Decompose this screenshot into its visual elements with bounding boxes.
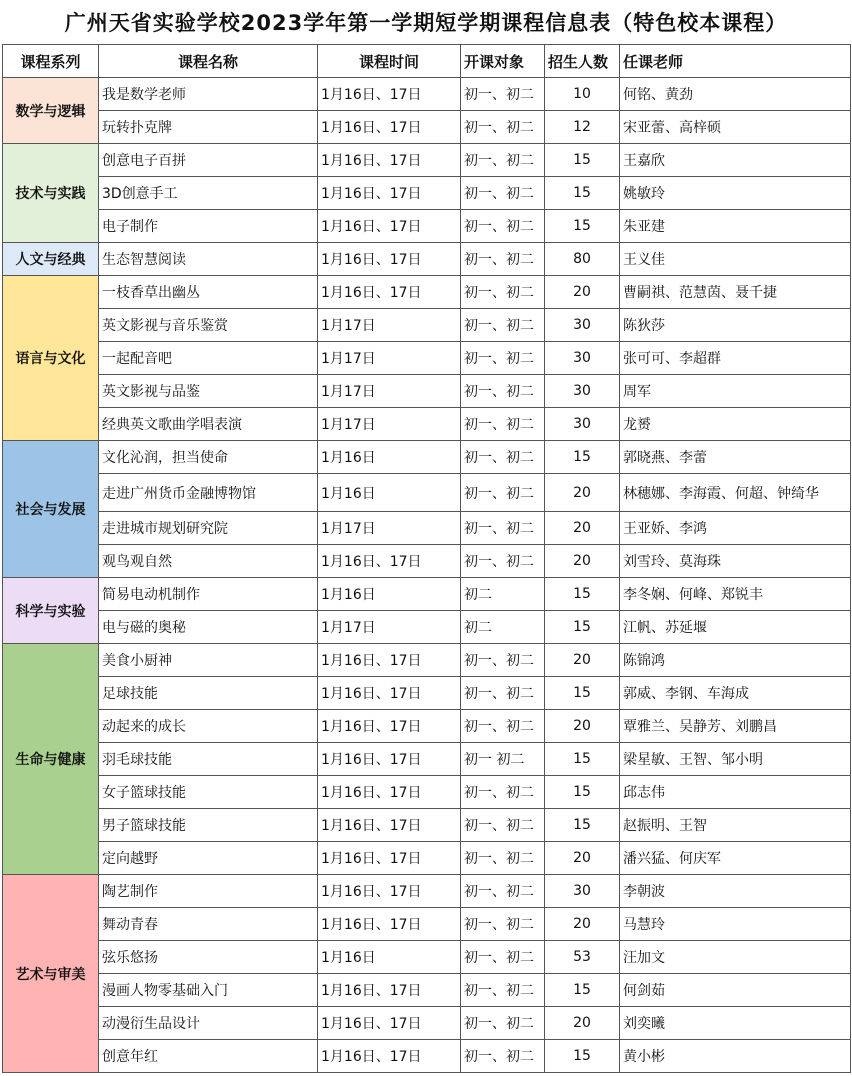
course-time-cell: 1月17日 — [318, 375, 461, 408]
course-time-cell: 1月16日 — [318, 941, 461, 974]
table-row — [3, 1040, 851, 1073]
teacher-cell: 宋亚蕾、高梓硕 — [620, 111, 851, 144]
page-title: 广州天省实验学校2023学年第一学期短学期课程信息表（特色校本课程） — [64, 11, 788, 35]
target-cell: 初一、初二 — [461, 243, 545, 276]
course-time-cell: 1月17日 — [318, 408, 461, 441]
course-time-cell: 1月16日、17日 — [318, 276, 461, 309]
course-time-cell: 1月16日、17日 — [318, 144, 461, 177]
course-name-cell: 生态智慧阅读 — [99, 243, 318, 276]
enrollment-cell: 15 — [545, 441, 620, 474]
enrollment-cell: 15 — [545, 677, 620, 710]
course-name-cell: 一起配音吧 — [99, 342, 318, 375]
teacher-cell: 邱志伟 — [620, 776, 851, 809]
teacher-cell: 姚敏玲 — [620, 177, 851, 210]
course-time-cell: 1月16日、17日 — [318, 710, 461, 743]
enrollment-cell: 80 — [545, 243, 620, 276]
course-name-cell: 漫画人物零基础入门 — [99, 974, 318, 1007]
category-cell: 数学与逻辑 — [3, 78, 99, 144]
teacher-cell: 王嘉欣 — [620, 144, 851, 177]
course-time-cell: 1月16日、17日 — [318, 974, 461, 1007]
target-cell: 初一、初二 — [461, 1040, 545, 1073]
teacher-cell: 潘兴猛、何庆军 — [620, 842, 851, 875]
table-body — [3, 78, 851, 1073]
teacher-cell: 何铭、黄劲 — [620, 78, 851, 111]
header-teacher: 任课老师 — [620, 45, 851, 78]
enrollment-cell: 30 — [545, 375, 620, 408]
course-name-cell: 舞动青春 — [99, 908, 318, 941]
header-series: 课程系列 — [3, 45, 99, 78]
enrollment-cell: 30 — [545, 408, 620, 441]
table-row — [3, 677, 851, 710]
teacher-cell: 郭晓燕、李蕾 — [620, 441, 851, 474]
course-name-cell: 经典英文歌曲学唱表演 — [99, 408, 318, 441]
category-cell: 语言与文化 — [3, 276, 99, 441]
table-row — [3, 545, 851, 578]
course-name-cell: 3D创意手工 — [99, 177, 318, 210]
header-enrollment: 招生人数 — [545, 45, 620, 78]
course-time-cell: 1月16日、17日 — [318, 644, 461, 677]
teacher-cell: 李冬娴、何峰、郑锐丰 — [620, 578, 851, 611]
course-time-cell: 1月16日、17日 — [318, 875, 461, 908]
course-name-cell: 电子制作 — [99, 210, 318, 243]
teacher-cell: 林穗娜、李海霞、何超、钟绮华 — [620, 474, 851, 512]
table-row — [3, 776, 851, 809]
target-cell: 初一、初二 — [461, 842, 545, 875]
table-row — [3, 177, 851, 210]
target-cell: 初一、初二 — [461, 974, 545, 1007]
enrollment-cell: 20 — [545, 512, 620, 545]
target-cell: 初一、初二 — [461, 177, 545, 210]
table-row — [3, 441, 851, 474]
enrollment-cell: 20 — [545, 545, 620, 578]
course-name-cell: 英文影视与音乐鉴赏 — [99, 309, 318, 342]
course-name-cell: 弦乐悠扬 — [99, 941, 318, 974]
enrollment-cell: 10 — [545, 78, 620, 111]
enrollment-cell: 12 — [545, 111, 620, 144]
course-name-cell: 美食小厨神 — [99, 644, 318, 677]
course-time-cell: 1月16日、17日 — [318, 545, 461, 578]
target-cell: 初一、初二 — [461, 441, 545, 474]
enrollment-cell: 20 — [545, 474, 620, 512]
enrollment-cell: 15 — [545, 1040, 620, 1073]
target-cell: 初一、初二 — [461, 644, 545, 677]
course-time-cell: 1月16日 — [318, 578, 461, 611]
course-name-cell: 观鸟观自然 — [99, 545, 318, 578]
course-time-cell: 1月16日、17日 — [318, 210, 461, 243]
teacher-cell: 张可可、李超群 — [620, 342, 851, 375]
teacher-cell: 龙赟 — [620, 408, 851, 441]
header-course-time: 课程时间 — [318, 45, 461, 78]
course-time-cell: 1月17日 — [318, 342, 461, 375]
enrollment-cell: 15 — [545, 809, 620, 842]
table-row — [3, 875, 851, 908]
teacher-cell: 覃雅兰、吴静芳、刘鹏昌 — [620, 710, 851, 743]
course-time-cell: 1月16日 — [318, 474, 461, 512]
teacher-cell: 王义佳 — [620, 243, 851, 276]
course-name-cell: 走进广州货币金融博物馆 — [99, 474, 318, 512]
teacher-cell: 陈锦鸿 — [620, 644, 851, 677]
enrollment-cell: 20 — [545, 644, 620, 677]
teacher-cell: 何剑茹 — [620, 974, 851, 1007]
enrollment-cell: 15 — [545, 611, 620, 644]
table-row — [3, 408, 851, 441]
teacher-cell: 马慧玲 — [620, 908, 851, 941]
course-name-cell: 简易电动机制作 — [99, 578, 318, 611]
table-row — [3, 644, 851, 677]
enrollment-cell: 15 — [545, 974, 620, 1007]
enrollment-cell: 20 — [545, 842, 620, 875]
target-cell: 初一、初二 — [461, 809, 545, 842]
enrollment-cell: 20 — [545, 710, 620, 743]
table-row — [3, 908, 851, 941]
header-target: 开课对象 — [461, 45, 545, 78]
course-name-cell: 定向越野 — [99, 842, 318, 875]
target-cell: 初一、初二 — [461, 512, 545, 545]
course-name-cell: 羽毛球技能 — [99, 743, 318, 776]
category-cell: 社会与发展 — [3, 441, 99, 578]
target-cell: 初二 — [461, 611, 545, 644]
course-time-cell: 1月16日、17日 — [318, 842, 461, 875]
course-time-cell: 1月16日、17日 — [318, 809, 461, 842]
teacher-cell: 汪加文 — [620, 941, 851, 974]
target-cell: 初一、初二 — [461, 545, 545, 578]
enrollment-cell: 15 — [545, 144, 620, 177]
target-cell: 初一 初二 — [461, 743, 545, 776]
target-cell: 初一、初二 — [461, 875, 545, 908]
enrollment-cell: 15 — [545, 578, 620, 611]
target-cell: 初一、初二 — [461, 309, 545, 342]
table-row — [3, 309, 851, 342]
target-cell: 初一、初二 — [461, 144, 545, 177]
table-row — [3, 342, 851, 375]
enrollment-cell: 20 — [545, 1007, 620, 1040]
table-row — [3, 474, 851, 512]
course-name-cell: 文化沁润，担当使命 — [99, 441, 318, 474]
table-row — [3, 1007, 851, 1040]
enrollment-cell: 53 — [545, 941, 620, 974]
course-table — [2, 44, 851, 1073]
target-cell: 初一、初二 — [461, 677, 545, 710]
course-time-cell: 1月16日、17日 — [318, 177, 461, 210]
table-row — [3, 78, 851, 111]
course-time-cell: 1月16日、17日 — [318, 908, 461, 941]
course-time-cell: 1月16日、17日 — [318, 1040, 461, 1073]
target-cell: 初一、初二 — [461, 908, 545, 941]
course-time-cell: 1月16日、17日 — [318, 677, 461, 710]
enrollment-cell: 15 — [545, 743, 620, 776]
target-cell: 初一、初二 — [461, 941, 545, 974]
enrollment-cell: 30 — [545, 309, 620, 342]
teacher-cell: 刘奕曦 — [620, 1007, 851, 1040]
enrollment-cell: 20 — [545, 276, 620, 309]
table-row — [3, 710, 851, 743]
header-course-name: 课程名称 — [99, 45, 318, 78]
course-time-cell: 1月16日、17日 — [318, 743, 461, 776]
teacher-cell: 江帆、苏延堰 — [620, 611, 851, 644]
table-row — [3, 111, 851, 144]
course-time-cell: 1月17日 — [318, 309, 461, 342]
course-name-cell: 创意电子百拼 — [99, 144, 318, 177]
category-cell: 人文与经典 — [3, 243, 99, 276]
table-row — [3, 144, 851, 177]
table-row — [3, 941, 851, 974]
course-time-cell: 1月16日 — [318, 441, 461, 474]
teacher-cell: 黄小彬 — [620, 1040, 851, 1073]
teacher-cell: 刘雪玲、莫海珠 — [620, 545, 851, 578]
table-row — [3, 375, 851, 408]
course-name-cell: 玩转扑克牌 — [99, 111, 318, 144]
target-cell: 初一、初二 — [461, 408, 545, 441]
course-name-cell: 创意年红 — [99, 1040, 318, 1073]
table-row — [3, 276, 851, 309]
target-cell: 初一、初二 — [461, 276, 545, 309]
category-cell: 生命与健康 — [3, 644, 99, 875]
course-time-cell: 1月16日、17日 — [318, 776, 461, 809]
course-name-cell: 男子篮球技能 — [99, 809, 318, 842]
target-cell: 初一、初二 — [461, 776, 545, 809]
table-row — [3, 243, 851, 276]
enrollment-cell: 15 — [545, 776, 620, 809]
table-row — [3, 842, 851, 875]
target-cell: 初一、初二 — [461, 342, 545, 375]
category-cell: 科学与实验 — [3, 578, 99, 644]
teacher-cell: 陈狄莎 — [620, 309, 851, 342]
target-cell: 初一、初二 — [461, 710, 545, 743]
enrollment-cell: 15 — [545, 177, 620, 210]
table-row — [3, 974, 851, 1007]
target-cell: 初二 — [461, 578, 545, 611]
enrollment-cell: 20 — [545, 908, 620, 941]
enrollment-cell: 30 — [545, 875, 620, 908]
course-name-cell: 走进城市规划研究院 — [99, 512, 318, 545]
teacher-cell: 梁星敏、王智、邹小明 — [620, 743, 851, 776]
teacher-cell: 曹嗣祺、范慧茵、聂千捷 — [620, 276, 851, 309]
course-time-cell: 1月16日、17日 — [318, 111, 461, 144]
header-row — [3, 45, 851, 78]
course-name-cell: 动漫衍生品设计 — [99, 1007, 318, 1040]
course-time-cell: 1月17日 — [318, 611, 461, 644]
course-name-cell: 足球技能 — [99, 677, 318, 710]
course-time-cell: 1月17日 — [318, 512, 461, 545]
category-cell: 艺术与审美 — [3, 875, 99, 1073]
teacher-cell: 郭威、李钢、车海成 — [620, 677, 851, 710]
course-time-cell: 1月16日、17日 — [318, 78, 461, 111]
target-cell: 初一、初二 — [461, 210, 545, 243]
teacher-cell: 朱亚建 — [620, 210, 851, 243]
category-cell: 技术与实践 — [3, 144, 99, 243]
course-name-cell: 陶艺制作 — [99, 875, 318, 908]
teacher-cell: 周军 — [620, 375, 851, 408]
teacher-cell: 赵振明、王智 — [620, 809, 851, 842]
table-row — [3, 578, 851, 611]
course-time-cell: 1月16日、17日 — [318, 243, 461, 276]
course-name-cell: 电与磁的奥秘 — [99, 611, 318, 644]
target-cell: 初一、初二 — [461, 375, 545, 408]
course-name-cell: 动起来的成长 — [99, 710, 318, 743]
target-cell: 初一、初二 — [461, 1007, 545, 1040]
enrollment-cell: 15 — [545, 210, 620, 243]
enrollment-cell: 30 — [545, 342, 620, 375]
table-row — [3, 743, 851, 776]
table-row — [3, 611, 851, 644]
table-row — [3, 809, 851, 842]
target-cell: 初一、初二 — [461, 474, 545, 512]
teacher-cell: 李朝波 — [620, 875, 851, 908]
table-row — [3, 210, 851, 243]
course-name-cell: 我是数学老师 — [99, 78, 318, 111]
teacher-cell: 王亚娇、李鸿 — [620, 512, 851, 545]
course-name-cell: 一枝香草出幽丛 — [99, 276, 318, 309]
target-cell: 初一、初二 — [461, 78, 545, 111]
course-name-cell: 女子篮球技能 — [99, 776, 318, 809]
table-row — [3, 512, 851, 545]
target-cell: 初一、初二 — [461, 111, 545, 144]
course-name-cell: 英文影视与品鉴 — [99, 375, 318, 408]
course-time-cell: 1月16日、17日 — [318, 1007, 461, 1040]
